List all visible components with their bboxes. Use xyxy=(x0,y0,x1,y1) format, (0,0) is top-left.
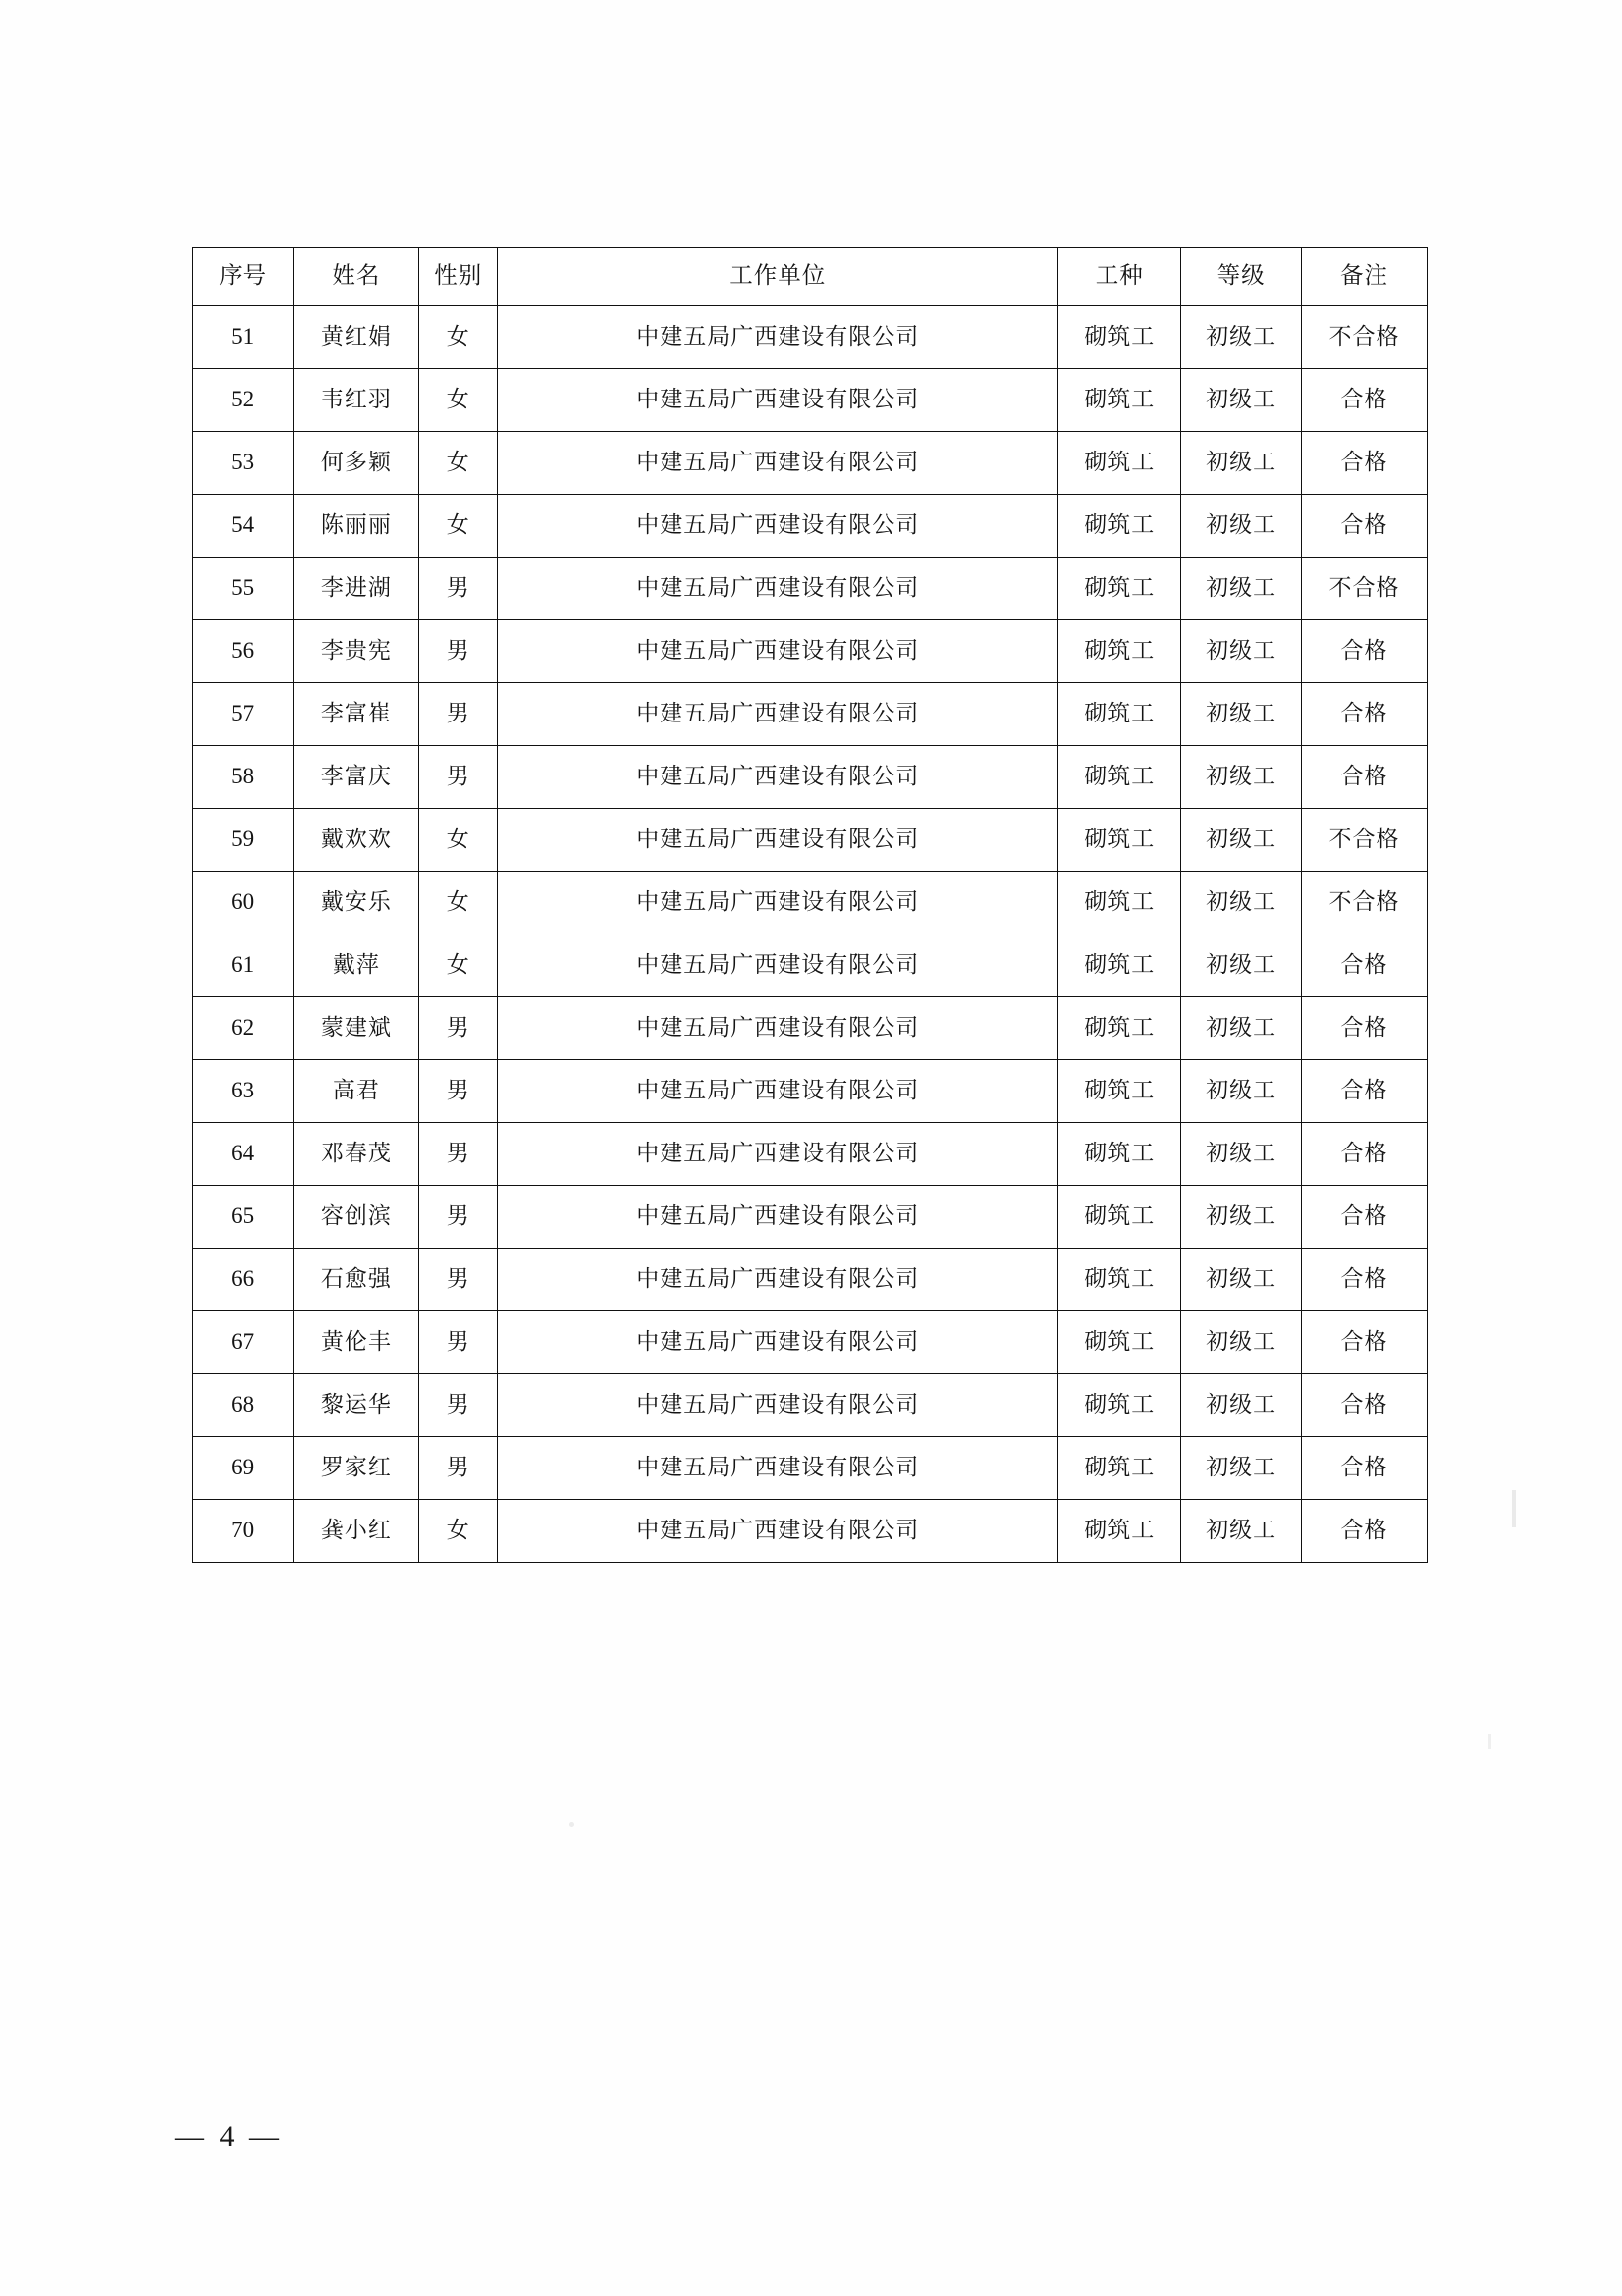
cell-org: 中建五局广西建设有限公司 xyxy=(498,872,1058,934)
cell-level: 初级工 xyxy=(1181,1374,1302,1437)
column-header-seq: 序号 xyxy=(193,248,294,306)
column-header-org: 工作单位 xyxy=(498,248,1058,306)
cell-level: 初级工 xyxy=(1181,683,1302,746)
cell-gender: 男 xyxy=(419,997,498,1060)
cell-org: 中建五局广西建设有限公司 xyxy=(498,934,1058,997)
cell-type: 砌筑工 xyxy=(1058,306,1181,369)
table-row xyxy=(193,872,1428,934)
table-row xyxy=(193,746,1428,809)
cell-type: 砌筑工 xyxy=(1058,1249,1181,1311)
cell-name: 黄红娟 xyxy=(294,306,419,369)
cell-note: 合格 xyxy=(1302,620,1428,683)
table-body xyxy=(193,306,1428,1563)
cell-name: 蒙建斌 xyxy=(294,997,419,1060)
cell-note: 合格 xyxy=(1302,1123,1428,1186)
cell-level: 初级工 xyxy=(1181,369,1302,432)
cell-type: 砌筑工 xyxy=(1058,1060,1181,1123)
cell-gender: 女 xyxy=(419,872,498,934)
cell-gender: 男 xyxy=(419,620,498,683)
cell-gender: 女 xyxy=(419,1500,498,1563)
cell-gender: 男 xyxy=(419,1311,498,1374)
cell-note: 合格 xyxy=(1302,934,1428,997)
cell-org: 中建五局广西建设有限公司 xyxy=(498,369,1058,432)
cell-note: 合格 xyxy=(1302,495,1428,558)
table-row xyxy=(193,997,1428,1060)
cell-gender: 女 xyxy=(419,809,498,872)
cell-org: 中建五局广西建设有限公司 xyxy=(498,1186,1058,1249)
cell-name: 罗家红 xyxy=(294,1437,419,1500)
cell-gender: 女 xyxy=(419,495,498,558)
cell-org: 中建五局广西建设有限公司 xyxy=(498,683,1058,746)
cell-name: 龚小红 xyxy=(294,1500,419,1563)
table-row xyxy=(193,683,1428,746)
cell-org: 中建五局广西建设有限公司 xyxy=(498,495,1058,558)
cell-type: 砌筑工 xyxy=(1058,809,1181,872)
cell-level: 初级工 xyxy=(1181,997,1302,1060)
cell-level: 初级工 xyxy=(1181,495,1302,558)
cell-gender: 男 xyxy=(419,683,498,746)
cell-org: 中建五局广西建设有限公司 xyxy=(498,1060,1058,1123)
table-row xyxy=(193,432,1428,495)
cell-type: 砌筑工 xyxy=(1058,620,1181,683)
cell-seq: 64 xyxy=(193,1123,294,1186)
cell-note: 合格 xyxy=(1302,1060,1428,1123)
cell-type: 砌筑工 xyxy=(1058,934,1181,997)
column-header-gender: 性别 xyxy=(419,248,498,306)
cell-note: 合格 xyxy=(1302,1186,1428,1249)
cell-seq: 56 xyxy=(193,620,294,683)
cell-note: 不合格 xyxy=(1302,558,1428,620)
scan-artifact xyxy=(1512,1490,1516,1527)
cell-note: 合格 xyxy=(1302,683,1428,746)
cell-org: 中建五局广西建设有限公司 xyxy=(498,432,1058,495)
scan-artifact xyxy=(569,1822,574,1827)
cell-seq: 65 xyxy=(193,1186,294,1249)
cell-name: 戴欢欢 xyxy=(294,809,419,872)
cell-seq: 66 xyxy=(193,1249,294,1311)
cell-level: 初级工 xyxy=(1181,1249,1302,1311)
table-row xyxy=(193,1374,1428,1437)
cell-type: 砌筑工 xyxy=(1058,558,1181,620)
cell-type: 砌筑工 xyxy=(1058,872,1181,934)
cell-gender: 男 xyxy=(419,1249,498,1311)
scan-artifact xyxy=(1488,1734,1491,1749)
cell-name: 戴萍 xyxy=(294,934,419,997)
cell-name: 韦红羽 xyxy=(294,369,419,432)
cell-name: 戴安乐 xyxy=(294,872,419,934)
cell-gender: 女 xyxy=(419,432,498,495)
cell-gender: 男 xyxy=(419,1437,498,1500)
column-header-level: 等级 xyxy=(1181,248,1302,306)
cell-type: 砌筑工 xyxy=(1058,746,1181,809)
table-row xyxy=(193,369,1428,432)
cell-seq: 52 xyxy=(193,369,294,432)
cell-org: 中建五局广西建设有限公司 xyxy=(498,997,1058,1060)
cell-gender: 女 xyxy=(419,934,498,997)
cell-note: 合格 xyxy=(1302,1374,1428,1437)
cell-name: 邓春茂 xyxy=(294,1123,419,1186)
cell-org: 中建五局广西建设有限公司 xyxy=(498,746,1058,809)
cell-seq: 60 xyxy=(193,872,294,934)
cell-name: 黄伦丰 xyxy=(294,1311,419,1374)
cell-note: 合格 xyxy=(1302,369,1428,432)
cell-level: 初级工 xyxy=(1181,432,1302,495)
cell-seq: 68 xyxy=(193,1374,294,1437)
cell-seq: 57 xyxy=(193,683,294,746)
cell-type: 砌筑工 xyxy=(1058,1123,1181,1186)
cell-level: 初级工 xyxy=(1181,1500,1302,1563)
cell-note: 不合格 xyxy=(1302,809,1428,872)
cell-org: 中建五局广西建设有限公司 xyxy=(498,1437,1058,1500)
cell-org: 中建五局广西建设有限公司 xyxy=(498,558,1058,620)
table-row xyxy=(193,1311,1428,1374)
cell-level: 初级工 xyxy=(1181,746,1302,809)
cell-note: 合格 xyxy=(1302,1500,1428,1563)
cell-seq: 54 xyxy=(193,495,294,558)
table-row xyxy=(193,1500,1428,1563)
table-row xyxy=(193,495,1428,558)
cell-seq: 70 xyxy=(193,1500,294,1563)
table-row xyxy=(193,1060,1428,1123)
cell-note: 合格 xyxy=(1302,1249,1428,1311)
cell-level: 初级工 xyxy=(1181,1123,1302,1186)
table-row xyxy=(193,934,1428,997)
cell-level: 初级工 xyxy=(1181,934,1302,997)
cell-type: 砌筑工 xyxy=(1058,1311,1181,1374)
cell-level: 初级工 xyxy=(1181,1060,1302,1123)
cell-name: 石愈强 xyxy=(294,1249,419,1311)
cell-type: 砌筑工 xyxy=(1058,1186,1181,1249)
cell-gender: 男 xyxy=(419,1374,498,1437)
cell-level: 初级工 xyxy=(1181,620,1302,683)
table-row xyxy=(193,620,1428,683)
table-row xyxy=(193,1186,1428,1249)
column-header-note: 备注 xyxy=(1302,248,1428,306)
cell-type: 砌筑工 xyxy=(1058,997,1181,1060)
cell-note: 合格 xyxy=(1302,1311,1428,1374)
table-header-row xyxy=(193,248,1428,306)
cell-name: 高君 xyxy=(294,1060,419,1123)
cell-type: 砌筑工 xyxy=(1058,1374,1181,1437)
cell-org: 中建五局广西建设有限公司 xyxy=(498,809,1058,872)
table-row xyxy=(193,558,1428,620)
cell-level: 初级工 xyxy=(1181,1186,1302,1249)
cell-org: 中建五局广西建设有限公司 xyxy=(498,1249,1058,1311)
cell-org: 中建五局广西建设有限公司 xyxy=(498,306,1058,369)
column-header-type: 工种 xyxy=(1058,248,1181,306)
column-header-name: 姓名 xyxy=(294,248,419,306)
cell-level: 初级工 xyxy=(1181,872,1302,934)
cell-type: 砌筑工 xyxy=(1058,1500,1181,1563)
cell-level: 初级工 xyxy=(1181,1437,1302,1500)
cell-gender: 女 xyxy=(419,306,498,369)
cell-note: 合格 xyxy=(1302,746,1428,809)
table-row xyxy=(193,809,1428,872)
cell-type: 砌筑工 xyxy=(1058,495,1181,558)
cell-level: 初级工 xyxy=(1181,1311,1302,1374)
cell-name: 李富崔 xyxy=(294,683,419,746)
cell-seq: 67 xyxy=(193,1311,294,1374)
cell-org: 中建五局广西建设有限公司 xyxy=(498,1374,1058,1437)
cell-note: 不合格 xyxy=(1302,306,1428,369)
cell-seq: 69 xyxy=(193,1437,294,1500)
cell-note: 合格 xyxy=(1302,432,1428,495)
cell-seq: 59 xyxy=(193,809,294,872)
cell-gender: 男 xyxy=(419,746,498,809)
cell-seq: 51 xyxy=(193,306,294,369)
roster-table-container xyxy=(192,247,1428,1563)
cell-gender: 男 xyxy=(419,558,498,620)
cell-level: 初级工 xyxy=(1181,558,1302,620)
cell-type: 砌筑工 xyxy=(1058,432,1181,495)
cell-type: 砌筑工 xyxy=(1058,683,1181,746)
cell-level: 初级工 xyxy=(1181,809,1302,872)
cell-org: 中建五局广西建设有限公司 xyxy=(498,1123,1058,1186)
page-number: — 4 — xyxy=(175,2120,283,2153)
cell-org: 中建五局广西建设有限公司 xyxy=(498,1311,1058,1374)
table-row xyxy=(193,1437,1428,1500)
table-header xyxy=(193,248,1428,306)
cell-org: 中建五局广西建设有限公司 xyxy=(498,1500,1058,1563)
cell-name: 何多颖 xyxy=(294,432,419,495)
cell-name: 李进湖 xyxy=(294,558,419,620)
cell-seq: 53 xyxy=(193,432,294,495)
cell-type: 砌筑工 xyxy=(1058,1437,1181,1500)
cell-level: 初级工 xyxy=(1181,306,1302,369)
cell-type: 砌筑工 xyxy=(1058,369,1181,432)
cell-seq: 63 xyxy=(193,1060,294,1123)
cell-org: 中建五局广西建设有限公司 xyxy=(498,620,1058,683)
cell-gender: 男 xyxy=(419,1060,498,1123)
cell-note: 合格 xyxy=(1302,997,1428,1060)
cell-name: 黎运华 xyxy=(294,1374,419,1437)
cell-gender: 男 xyxy=(419,1186,498,1249)
cell-note: 合格 xyxy=(1302,1437,1428,1500)
cell-name: 陈丽丽 xyxy=(294,495,419,558)
cell-name: 容创滨 xyxy=(294,1186,419,1249)
cell-seq: 62 xyxy=(193,997,294,1060)
cell-seq: 58 xyxy=(193,746,294,809)
cell-name: 李富庆 xyxy=(294,746,419,809)
cell-gender: 男 xyxy=(419,1123,498,1186)
cell-note: 不合格 xyxy=(1302,872,1428,934)
cell-seq: 61 xyxy=(193,934,294,997)
roster-table xyxy=(192,247,1428,1563)
table-row xyxy=(193,306,1428,369)
cell-name: 李贵宪 xyxy=(294,620,419,683)
cell-gender: 女 xyxy=(419,369,498,432)
table-row xyxy=(193,1123,1428,1186)
cell-seq: 55 xyxy=(193,558,294,620)
table-row xyxy=(193,1249,1428,1311)
